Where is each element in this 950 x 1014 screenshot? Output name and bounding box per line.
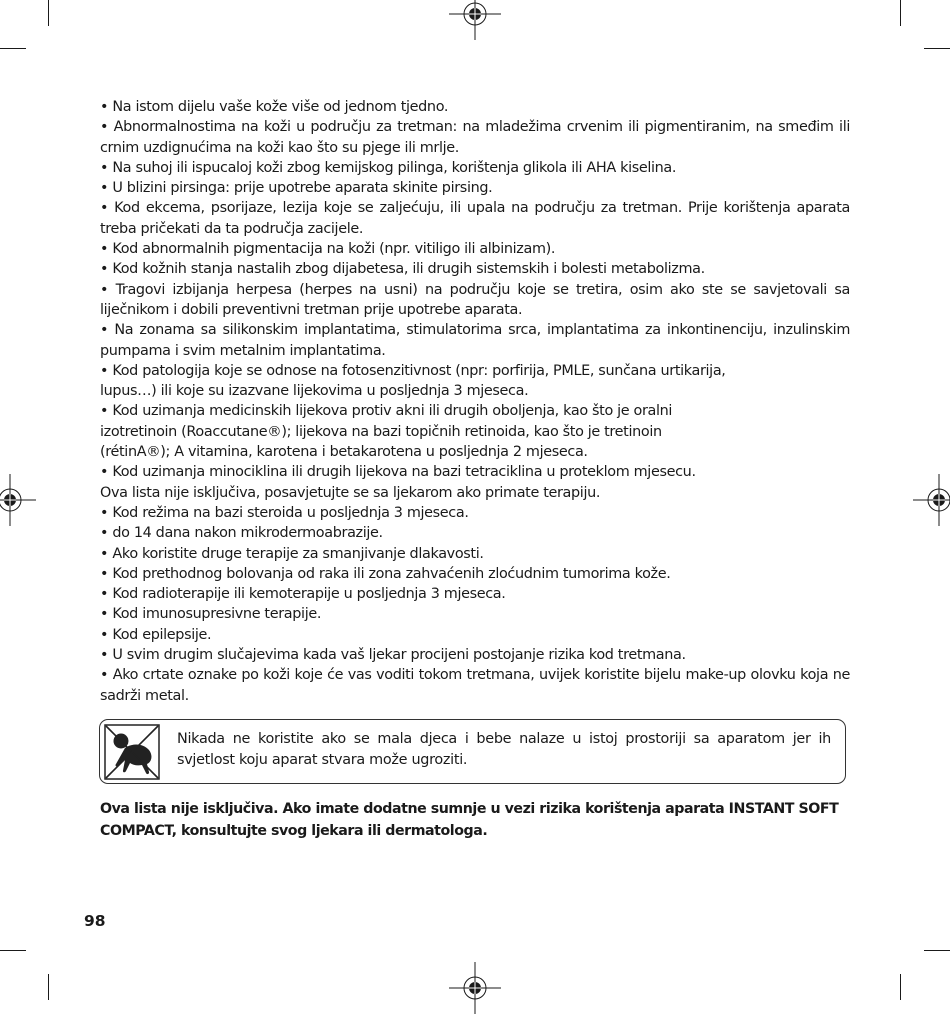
contraindication-list: [100, 97, 850, 706]
page-number: 98: [84, 912, 106, 930]
list-item: • U blizini pirsinga: prije upotrebe aparata skinite pirsing.: [100, 180, 493, 197]
list-item-line: • Kod patologija koje se odnose na fotosenzitivnost (npr: porfirija, PMLE, sunčana urtikarija,: [100, 362, 726, 379]
registration-mark-icon: [449, 962, 501, 1014]
list-item: • Kod abnormalnih pigmentacija na koži (npr. vitiligo ili albinizam).: [100, 241, 556, 258]
list-item: • U svim drugim slučajevima kada vaš ljekar procijeni postojanje rizika kod tretmana.: [100, 647, 686, 664]
list-item: • Na istom dijelu vaše kože više od jednom tjedno.: [100, 99, 449, 115]
list-item: • Abnormalnostima na koži u području za tretman: na mladežima crvenim ili pigmentiranim, na smeđim ili crnim uzdignućima na koži kao što su pjege ili mrlje.: [100, 119, 850, 156]
no-baby-icon: [104, 724, 160, 780]
list-item: • Kod uzimanja minociklina ili drugih lijekova na bazi tetraciklina u proteklom mjesecu.: [100, 464, 696, 481]
list-item-line: lupus…) ili koje su izazvane lijekovima u posljednja 3 mjeseca.: [100, 383, 529, 400]
crop-mark: [924, 950, 950, 951]
list-item: • Na suhoj ili ispucaloj koži zbog kemijskog pilinga, korištenja glikola ili AHA kiselina.: [100, 159, 677, 176]
list-item: [100, 401, 850, 462]
list-item: • Tragovi izbijanja herpesa (herpes na usni) na području koje se tretira, osim ako ste se savjetovali sa liječnikom i dobili preventivni tretman prije upotrebe aparata.: [100, 281, 850, 318]
crop-mark: [924, 48, 950, 49]
registration-mark-icon: [913, 474, 950, 526]
list-item: • do 14 dana nakon mikrodermoabrazije.: [100, 525, 383, 542]
registration-mark-icon: [449, 0, 501, 40]
list-item-line: izotretinoin (Roaccutane®); lijekova na bazi topičnih retinoida, kao što je tretinoin: [100, 423, 662, 440]
list-item: • Kod režima na bazi steroida u posljednja 3 mjeseca.: [100, 504, 469, 521]
list-item-line: (rétinA®); A vitamina, karotena i betakarotena u posljednja 2 mjeseca.: [100, 444, 588, 461]
list-item-line: • Kod uzimanja medicinskih lijekova protiv akni ili drugih oboljenja, kao što je oralni: [100, 403, 673, 420]
list-item: Ova lista nije isključiva, posavjetujte se sa ljekarom ako primate terapiju.: [100, 484, 601, 501]
crop-mark: [48, 0, 49, 26]
warning-text: Nikada ne koristite ako se mala djeca i bebe nalaze u istoj prostoriji sa aparatom jer ih svjetlost koju aparat stvara može ugroziti.: [177, 731, 831, 768]
list-item: • Kod prethodnog bolovanja od raka ili zona zahvaćenih zloćudnim tumorima kože.: [100, 565, 671, 582]
crop-mark: [48, 974, 49, 1000]
list-item: [100, 361, 850, 402]
crop-mark: [900, 0, 901, 26]
list-item: • Na zonama sa silikonskim implantatima, stimulatorima srca, implantatima za inkontinenciju, inzulinskim pumpama i svim metalnim implantatima.: [100, 322, 850, 359]
list-item: • Kod ekcema, psorijaze, lezija koje se zaljećuju, ili upala na području za tretman. Prije korištenja aparata treba pričekati da ta područja zacijele.: [100, 200, 850, 237]
list-item: • Kod epilepsije.: [100, 626, 212, 643]
crop-mark: [900, 974, 901, 1000]
crop-mark: [0, 950, 26, 951]
list-item: • Ako koristite druge terapije za smanjivanje dlakavosti.: [100, 545, 484, 562]
crop-mark: [0, 48, 26, 49]
list-item: • Kod radioterapije ili kemoterapije u posljednja 3 mjeseca.: [100, 586, 506, 603]
bold-note: Ova lista nije isključiva. Ako imate dodatne sumnje u vezi rizika korištenja aparata INSTANT SOFT COMPACT, konsultujte svog ljekara ili dermatologa.: [100, 801, 839, 839]
list-item: • Kod kožnih stanja nastalih zbog dijabetesa, ili drugih sistemskih i bolesti metabolizma.: [100, 261, 705, 278]
registration-mark-icon: [0, 474, 36, 526]
list-item: • Kod imunosupresivne terapije.: [100, 606, 322, 623]
list-item: • Ako crtate oznake po koži koje će vas voditi tokom tretmana, uvijek koristite bijelu make-up olovku koja ne sadrži metal.: [100, 667, 850, 704]
child-warning-box: [99, 719, 846, 784]
